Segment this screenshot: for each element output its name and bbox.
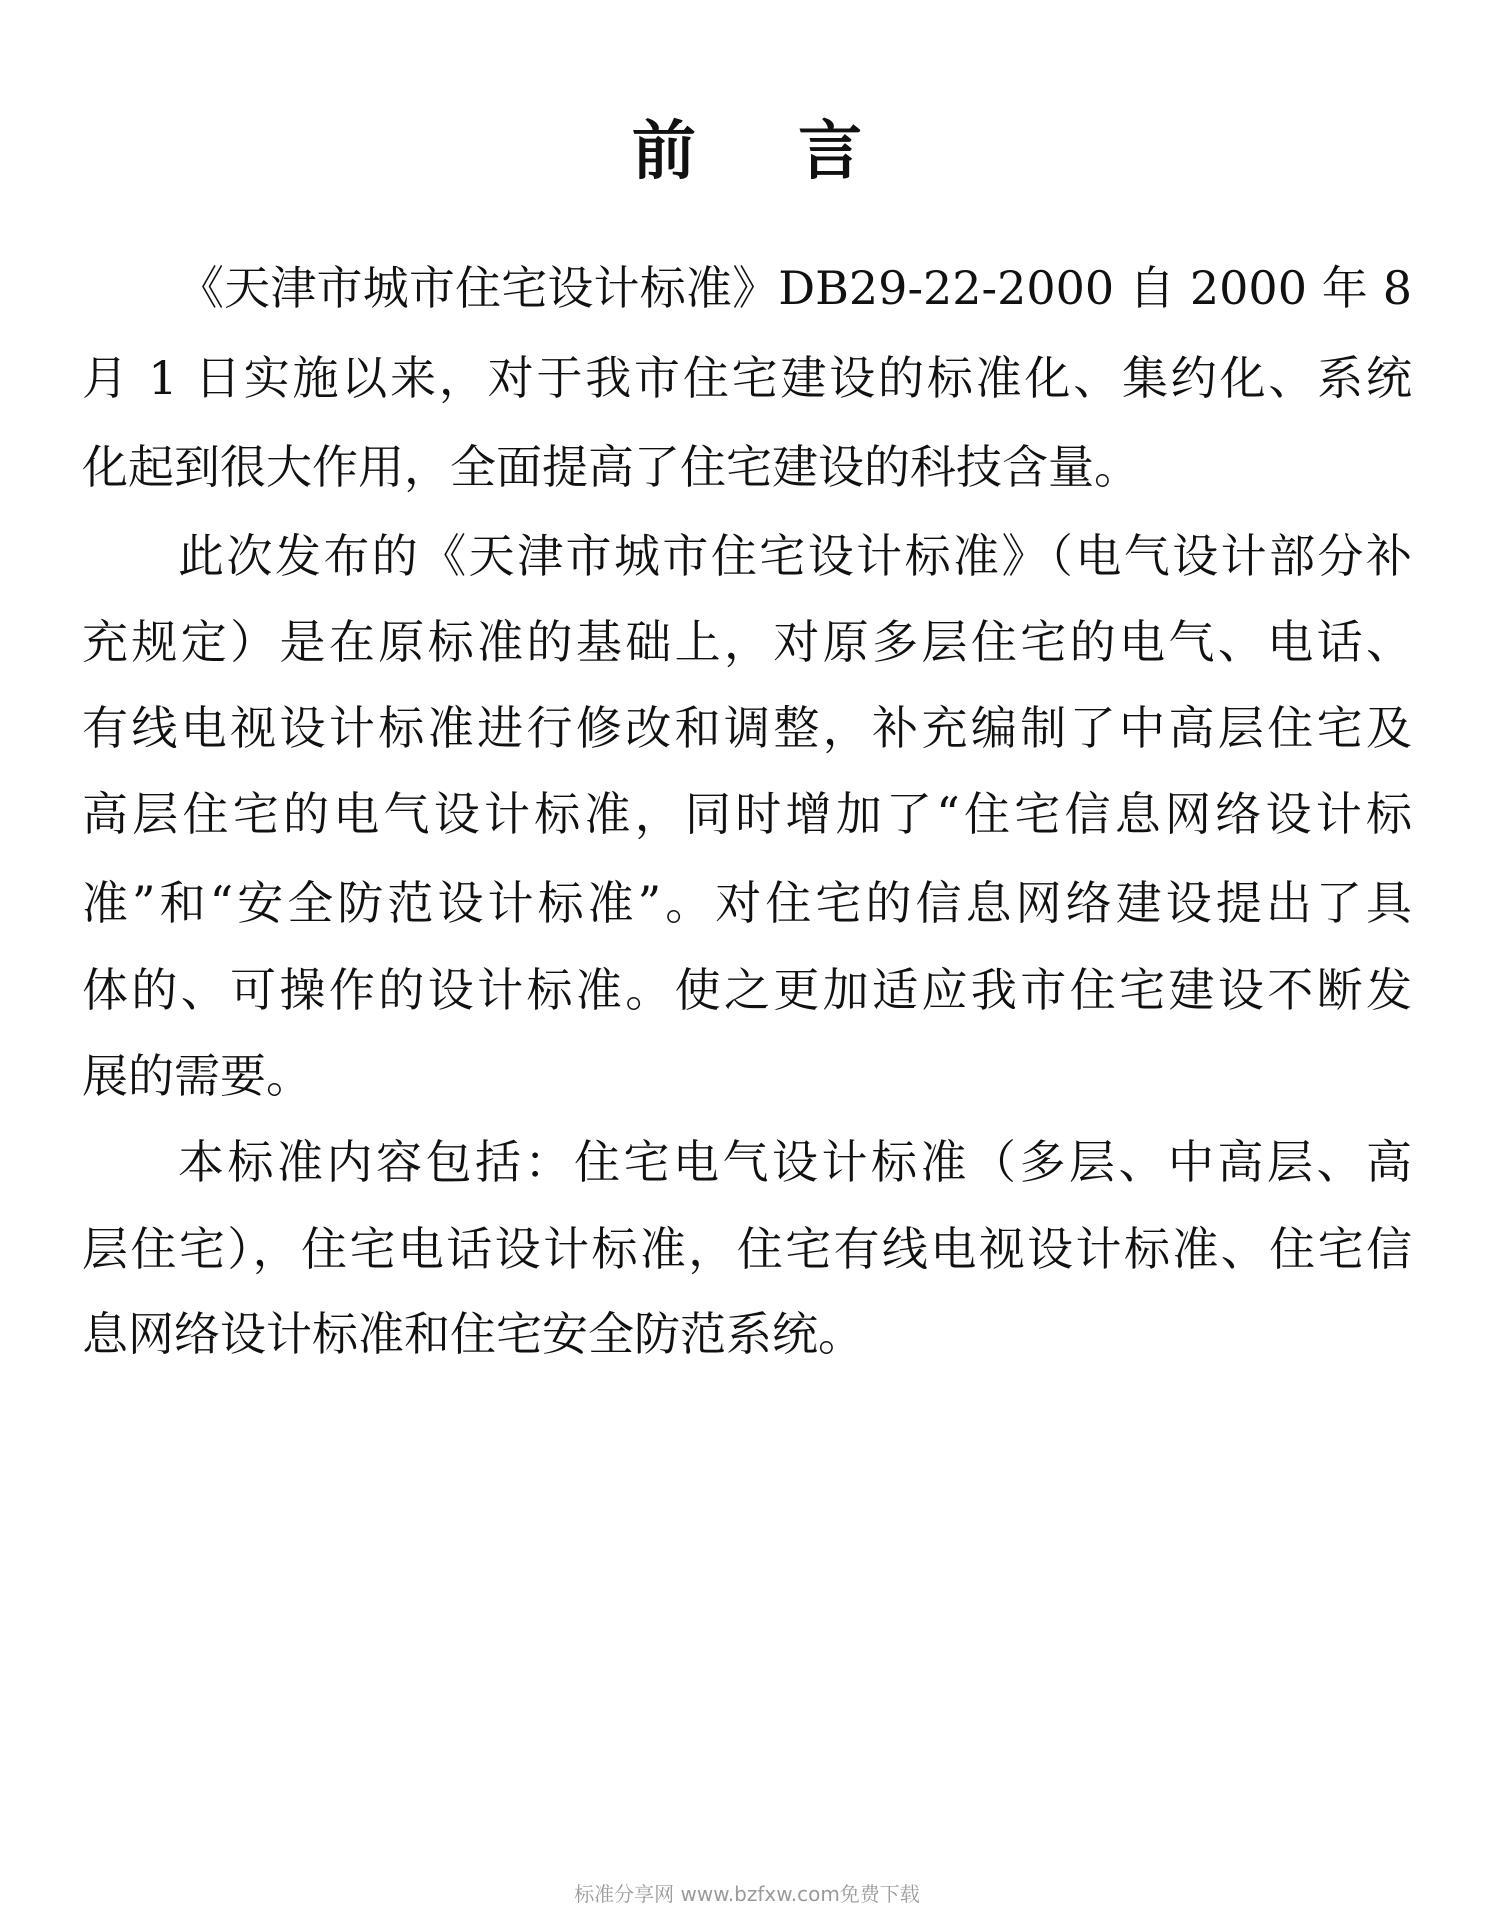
paragraph-3-line-2: 层住宅），住宅电话设计标准，住宅有线电视设计标准、住宅信 (82, 1222, 1412, 1276)
paragraph-2-line-7: 展的需要。 (82, 1049, 312, 1103)
paragraph-2-line-5: 准”和“安全防范设计标准”。对住宅的信息网络建设提出了具 (82, 876, 1412, 930)
paragraph-2-line-4: 高层住宅的电气设计标准，同时增加了“住宅信息网络设计标 (82, 787, 1412, 841)
paragraph-2-line-2: 充规定）是在原标准的基础上，对原多层住宅的电气、电话、 (82, 615, 1412, 669)
paragraph-1-line-2: 月 1 日实施以来，对于我市住宅建设的标准化、集约化、系统 (82, 351, 1412, 405)
paragraph-2-line-3: 有线电视设计标准进行修改和调整，补充编制了中高层住宅及 (82, 701, 1412, 755)
page-title: 前 言 (631, 114, 903, 189)
watermark-footer: 标准分享网 www.bzfxw.com免费下载 (574, 1882, 920, 1906)
paragraph-1-line-3: 化起到很大作用，全面提高了住宅建设的科技含量。 (82, 440, 1140, 494)
paragraph-3-line-3: 息网络设计标准和住宅安全防范系统。 (82, 1307, 864, 1361)
paragraph-1-line-1: 《天津市城市住宅设计标准》DB29-22-2000 自 2000 年 8 (178, 261, 1412, 315)
paragraph-2-line-6: 体的、可操作的设计标准。使之更加适应我市住宅建设不断发 (82, 963, 1412, 1017)
paragraph-2-line-1: 此次发布的《天津市城市住宅设计标准》（电气设计部分补 (178, 529, 1412, 583)
paragraph-3-line-1: 本标准内容包括：住宅电气设计标准（多层、中高层、高 (178, 1135, 1412, 1189)
